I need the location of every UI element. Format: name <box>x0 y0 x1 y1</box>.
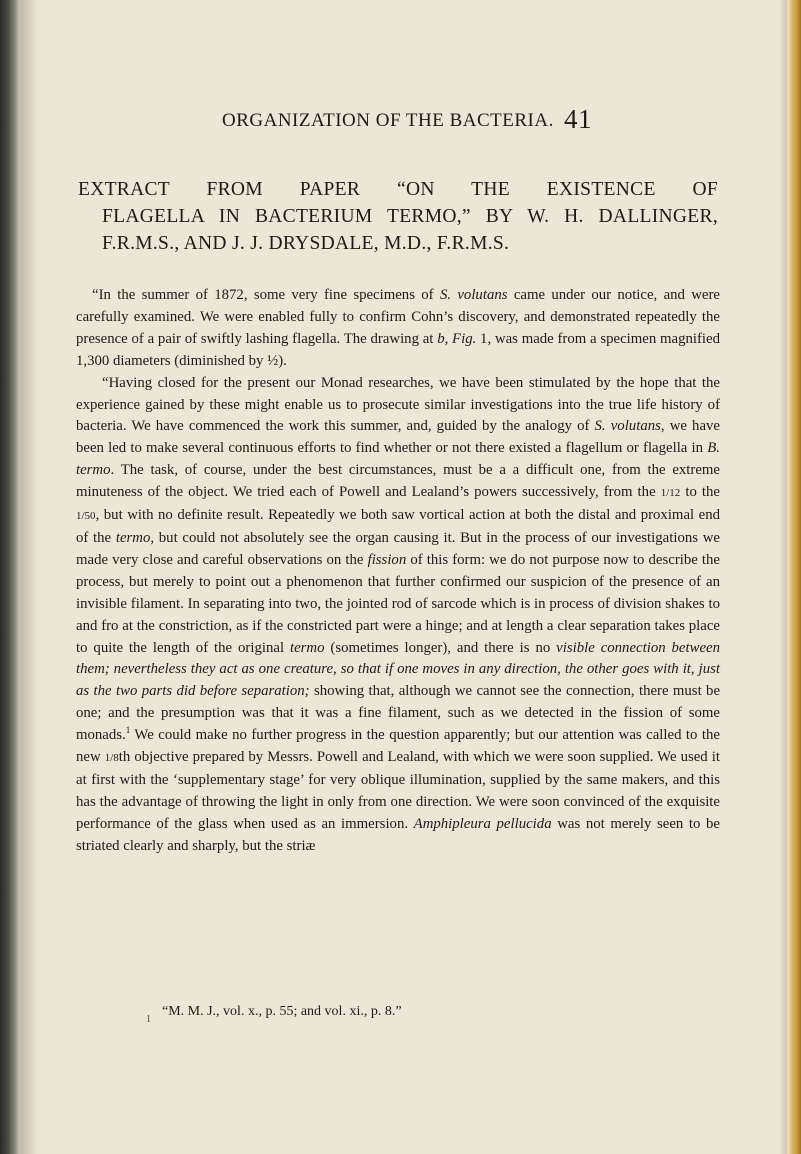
section-heading-line1: EXTRACT FROM PAPER “ON THE EXISTENCE OF <box>78 179 718 200</box>
gilt-page-edge <box>787 0 801 1154</box>
footnote <box>146 1004 402 1025</box>
body-text <box>76 285 720 858</box>
footnote-reference: 1 <box>125 725 131 736</box>
fraction: 1/12 <box>660 487 681 500</box>
footnote-text: “M. M. J., vol. x., p. 55; and vol. xi., p. 8.” <box>162 1004 402 1019</box>
section-heading-rest: FLAGELLA IN BACTERIUM TERMO,” BY W. H. DALLINGER, F.R.M.S., AND J. J. DRYSDALE, M.D., F.R.M.S. <box>102 206 718 254</box>
running-head-title: ORGANIZATION OF THE BACTERIA. <box>222 110 554 131</box>
footnote-mark: 1 <box>146 1014 151 1025</box>
page-number: 41 <box>564 104 592 134</box>
paragraph-1: “In the summer of 1872, some very fine specimens of S. volutans came under our notice, and were carefully examined. We were enabled fully to confirm Cohn’s discovery, and demonstrated repeatedly the presence of a pair of swiftly lashing flagella. The drawing at b, Fig. 1, was made from a specimen magnified 1,300 diameters (diminished by ½). <box>76 287 720 369</box>
paragraph-2: “Having closed for the present our Monad researches, we have been stimulated by the hope that the experience gained by these might enable us to prosecute similar investigations into the true life history of bacteria. We have commenced the work this summer, and, guided by the analogy of S. volutans, we have been led to make several continuous efforts to find whether or not there existed a flagellum or flagella in B. termo. The task, of course, under the best circumstances, must be a a difficult one, from the extreme minuteness of the object. We tried each of Powell and Lealand’s powers successively, from the 1/12 to the 1/50, but with no definite result. Repeatedly we both saw vortical action at both the distal and proximal end of the termo, but could not absolutely see the organ causing it. But in the process of our investigations we made very close and careful observations on the fission of this form: we do not purpose now to describe the process, but merely to point out a phenomenon that further confirmed our suspicion of the presence of an invisible filament. In separating into two, the jointed rod of sarcode which is in process of division shakes to and fro at the constriction, as if the constricted part were a hinge; and at length a clear separation takes place to quite the length of the original termo (sometimes longer), and there is no visible connection between them; nevertheless they act as one creature, so that if one moves in any direction, the other goes with it, just as the two parts did before separation; showing that, although we cannot see the connection, there must be one; and the presumption was that it was a fine filament, such as we detected in the fission of some monads.$^1$ We could make no further progress in the question apparently; but our attention was called to the new 1/8th objective prepared by Messrs. Powell and Lealand, with which we were soon supplied. We used it at first with the ‘supplementary stage’ for very oblique illumination, supplied by the same makers, and this has the advantage of throwing the light in only from one direction. We were soon convinced of the exquisite performance of the glass when used as an immersion. Amphipleura pellucida was not merely seen to be striated clearly and sharply, but the striæ <box>76 374 721 854</box>
gutter-shadow <box>20 0 38 1154</box>
fraction: 1/50 <box>76 510 96 523</box>
running-head <box>222 104 592 134</box>
page-edge-shadow <box>779 0 787 1154</box>
fraction: 1/8 <box>104 752 119 765</box>
book-binding-edge <box>0 0 20 1154</box>
section-heading <box>78 176 718 257</box>
